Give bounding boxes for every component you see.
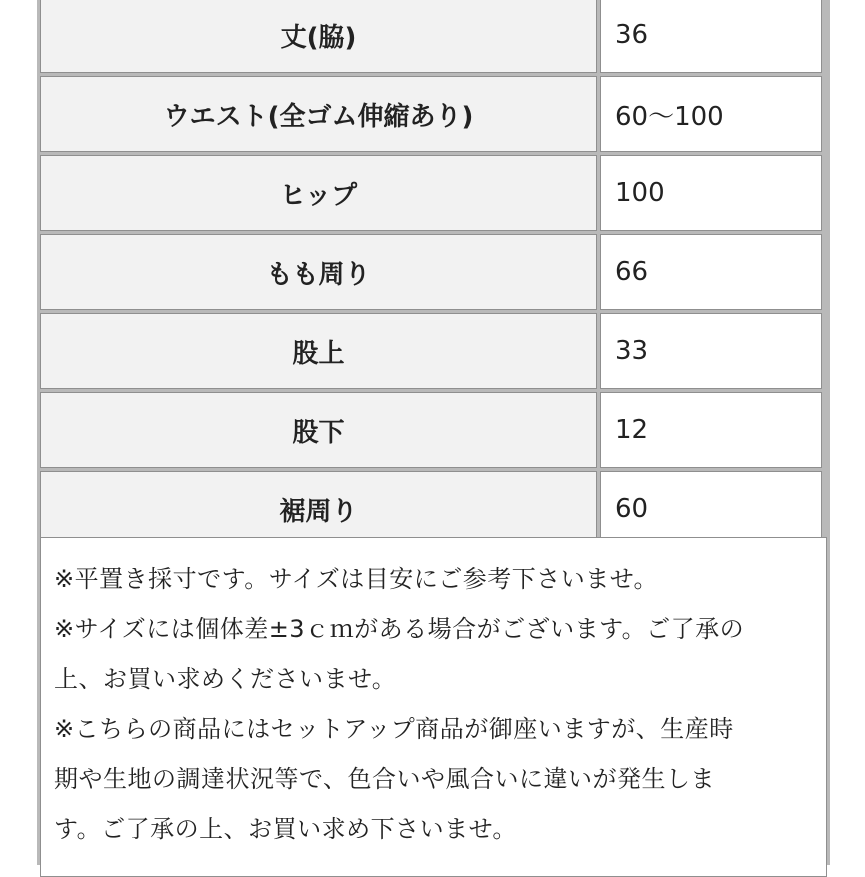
row-label-hem: 裾周り [40,471,597,547]
size-table [37,0,825,550]
row-value-thigh: 66 [600,234,822,310]
notes-box [40,537,827,877]
note-line: ※サイズには個体差±3ｃｍがある場合がございます。ご了承の [54,615,745,643]
row-value-hip: 100 [600,155,822,231]
row-value-inseam: 12 [600,392,822,468]
row-label-rise: 股上 [40,313,597,389]
row-value-waist: 60〜100 [600,76,822,152]
row-label-thigh: もも周り [40,234,597,310]
row-label-length: 丈(脇) [40,0,597,73]
row-label-waist: ウエスト(全ゴム伸縮あり) [40,76,597,152]
table-row [40,0,822,73]
note-line: 上、お買い求めくださいませ。 [54,665,397,693]
note-line: ※平置き採寸です。サイズは目安にご参考下さいませ。 [54,565,659,593]
row-label-inseam: 股下 [40,392,597,468]
row-value-hem: 60 [600,471,822,547]
table-row [40,392,822,468]
table-row [40,471,822,547]
table-row [40,155,822,231]
row-value-length: 36 [600,0,822,73]
note-line: 期や生地の調達状況等で、色合いや風合いに違いが発生しま [54,765,716,793]
note-line: ※こちらの商品にはセットアップ商品が御座いますが、生産時 [54,715,734,743]
row-value-rise: 33 [600,313,822,389]
note-line: す。ご了承の上、お買い求め下さいませ。 [54,815,517,843]
table-row [40,313,822,389]
row-label-hip: ヒップ [40,155,597,231]
table-row [40,76,822,152]
table-row [40,234,822,310]
